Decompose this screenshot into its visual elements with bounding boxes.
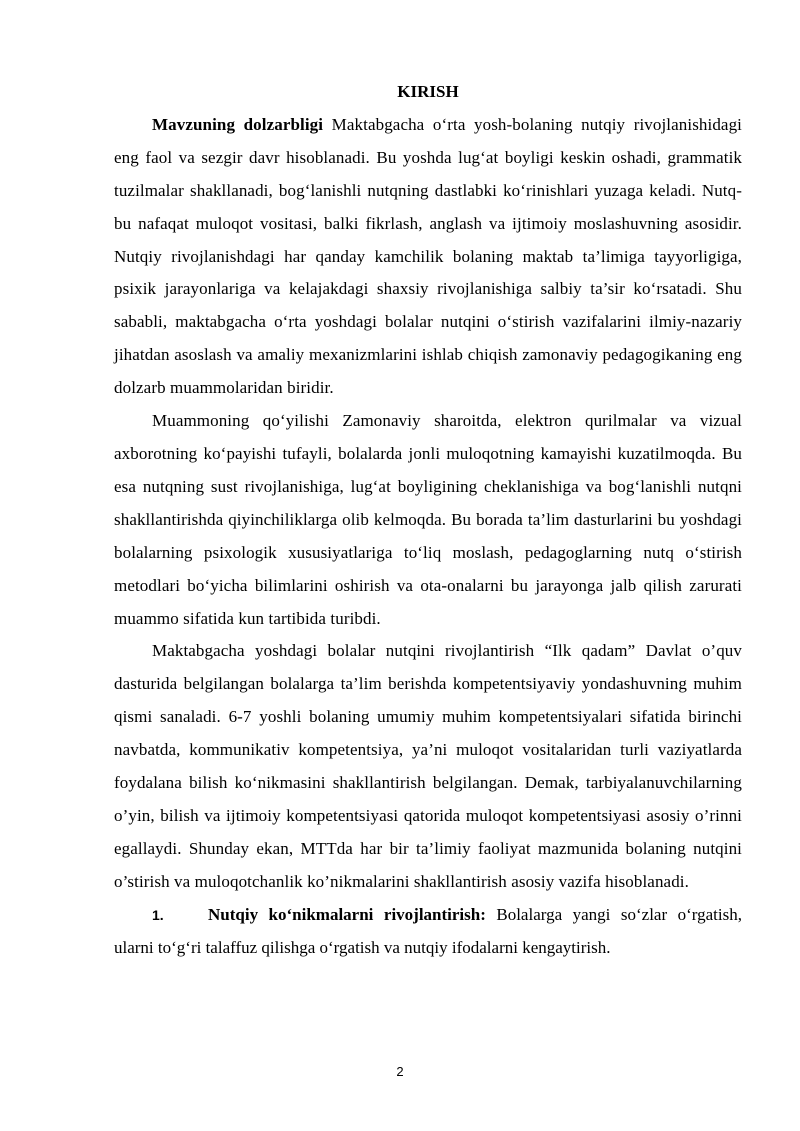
- page-number: 2: [396, 1064, 404, 1079]
- list-item-number: 1.: [152, 906, 164, 923]
- paragraph-text: Maktabgacha o‘rta yosh-bolaning nutqiy rivojlanishidagi eng faol va sezgir davr hisoblanadi. Bu yoshda lug‘at boyligi keskin oshadi, grammatik tuzilmalar shakllanadi, bog‘lanishli nutqning dastlabki ko‘rinishlari yuzaga keladi. Nutq-bu nafaqat muloqot vositasi, balki fikrlash, anglash va ijtimoiy moslashuvning asosidir. Nutqiy rivojlanishdagi har qanday kamchilik bolaning maktab ta’limiga tayyorligiga, psixik jarayonlariga va kelajakdagi shaxsiy rivojlanishiga salbiy ta’sir ko‘rsatadi. Shu sababli, maktabgacha o‘rta yoshdagi bolalar nutqini o‘stirish vazifalarini ilmiy-nazariy jihatdan asoslash va amaliy mexanizmlarini ishlab chiqish zamonaviy pedagogikaning eng dolzarb muammolaridan biridir.: [114, 114, 743, 398]
- paragraph-program: Maktabgacha yoshdagi bolalar nutqini rivojlantirish “Ilk qadam” Davlat o’quv dasturida belgilangan bolalarga ta’lim berishda kompetentsiyaviy yondashuvning muhim qismi sanaladi. 6-7 yoshli bolaning umumiy muhim kompetentsiyalari sifatida birinchi navbatda, kommunikativ kompetentsiya, ya’ni muloqot vositalaridan turli vaziyatlarda foydalana bilish ko‘nikmasini shakllantirish belgilangan. Demak, tarbiyalanuvchilarning o’yin, bilish va ijtimoiy kompetentsiyasi qatorida muloqot kompetentsiyasi asosiy o’rinni egallaydi. Shunday ekan, MTTda har bir ta’limiy faoliyat mazmunida bolaning nutqini o’stirish va muloqotchanlik ko’nikmalarini shakllantirish asosiy vazifa hisoblanadi.: [114, 641, 742, 891]
- section-title: KIRISH: [397, 82, 459, 101]
- paragraph-lead: Mavzuning dolzarbligi: [152, 114, 324, 134]
- list-item-lead: Nutqiy ko‘nikmalarni rivojlantirish:: [208, 904, 486, 924]
- document-body: [114, 76, 742, 964]
- paragraph-relevance: [114, 109, 742, 405]
- list-item-text: Bolalarga yangi so‘zlar o‘rgatish, ularni to‘g‘ri talaffuz qilishga o‘rgatish va nutqiy ifodalarni kengaytirish.: [114, 904, 742, 957]
- list-item: [114, 899, 742, 965]
- paragraph-problem: Muammoning qo‘yilishi Zamonaviy sharoitda, elektron qurilmalar va vizual axborotning ko‘payishi tufayli, bolalarda jonli muloqotning kamayishi kuzatilmoqda. Bu esa nutqning sust rivojlanishiga, lug‘at boyligining cheklanishiga va bog‘lanishli nutqni shakllantirishda qiyinchiliklarga olib kelmoqda. Bu borada ta’lim dasturlarini bu yoshdagi bolalarning psixologik xususiyatlariga to‘liq moslash, pedagoglarning nutq o‘stirish metodlari bo‘yicha bilimlarini oshirish va ota-onalarni bu jarayonga jalb qilish zarurati muammo sifatida kun tartibida turibdi.: [114, 411, 742, 628]
